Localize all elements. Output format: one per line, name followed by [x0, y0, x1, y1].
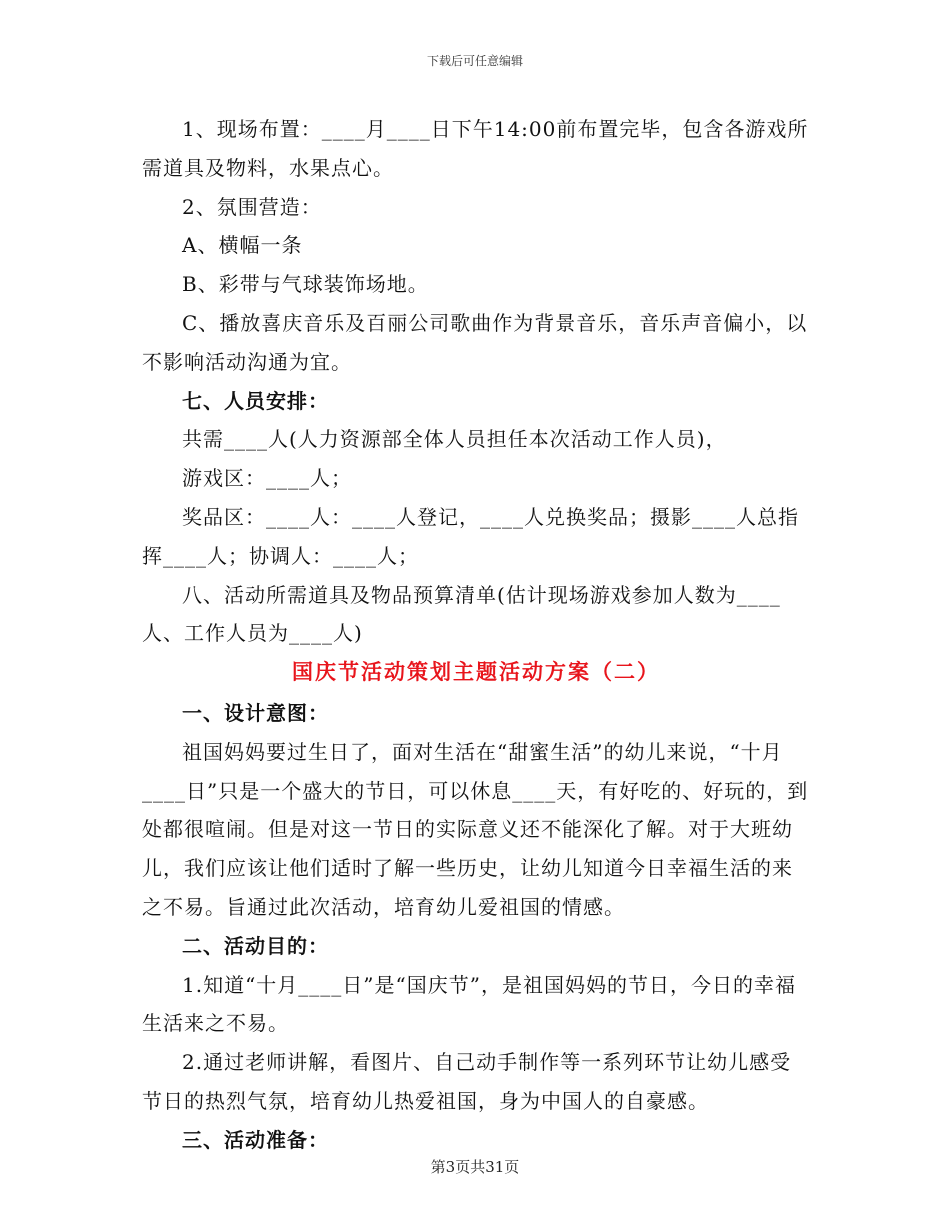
paragraph-budget-list: 八、活动所需道具及物品预算清单(估计现场游戏参加人数为____人、工作人员为____人) [142, 582, 781, 646]
paragraph-total-staff: 共需____人(人力资源部全体人员担任本次活动工作人员)， [182, 427, 727, 452]
paragraph-design-intent: 祖国妈妈要过生日了，面对生活在“甜蜜生活”的幼儿来说，“十月____日”只是一个盛大的节日，可以休息____天，有好吃的、好玩的，到处都很喧闹。但是对这一节日的实际意义还不能深化了解。对于大班幼儿，我们应该让他们适时了解一些历史，让幼儿知道今日幸福生活的来之不易。旨通过此次活动，培育幼儿爱祖国的情感。 [142, 739, 809, 919]
section-title-plan-two: 国庆节活动策划主题活动方案（二） [292, 659, 660, 685]
paragraph-site-setup: 1、现场布置：____月____日下午14:00前布置完毕，包含各游戏所需道具及物料，水果点心。 [142, 117, 809, 180]
paragraph-music: C、播放喜庆音乐及百丽公司歌曲作为背景音乐，音乐声音偏小，以不影响活动沟通为宜。 [142, 310, 808, 374]
paragraph-objective-1: 1.知道“十月____日”是“国庆节”，是祖国妈妈的节日，今日的幸福生活来之不易。 [142, 972, 796, 1036]
section-heading-design-intent: 一、设计意图： [182, 700, 329, 725]
paragraph-atmosphere: 2、氛围营造： [182, 194, 322, 219]
document-body [142, 110, 810, 1160]
paragraph-banner: A、横幅一条 [182, 233, 303, 258]
paragraph-objective-2: 2.通过老师讲解，看图片、自己动手制作等一系列环节让幼儿感受节日的热烈气氛，培育幼儿热爱祖国，身为中国人的自豪感。 [142, 1050, 792, 1113]
section-heading-preparation: 三、活动准备： [182, 1127, 329, 1152]
page-footer: 第3页共31页 [430, 1158, 520, 1176]
paragraph-game-area: 游戏区：____人； [182, 466, 352, 491]
section-heading-objectives: 二、活动目的： [182, 933, 329, 958]
section-heading-staffing: 七、人员安排： [182, 388, 329, 413]
page-header: 下载后可任意编辑 [426, 54, 523, 68]
paragraph-prize-area: 奖品区：____人：____人登记，____人兑换奖品；摄影____人总指挥____人；协调人：____人； [142, 504, 799, 568]
paragraph-ribbons: B、彩带与气球装饰场地。 [182, 272, 429, 297]
